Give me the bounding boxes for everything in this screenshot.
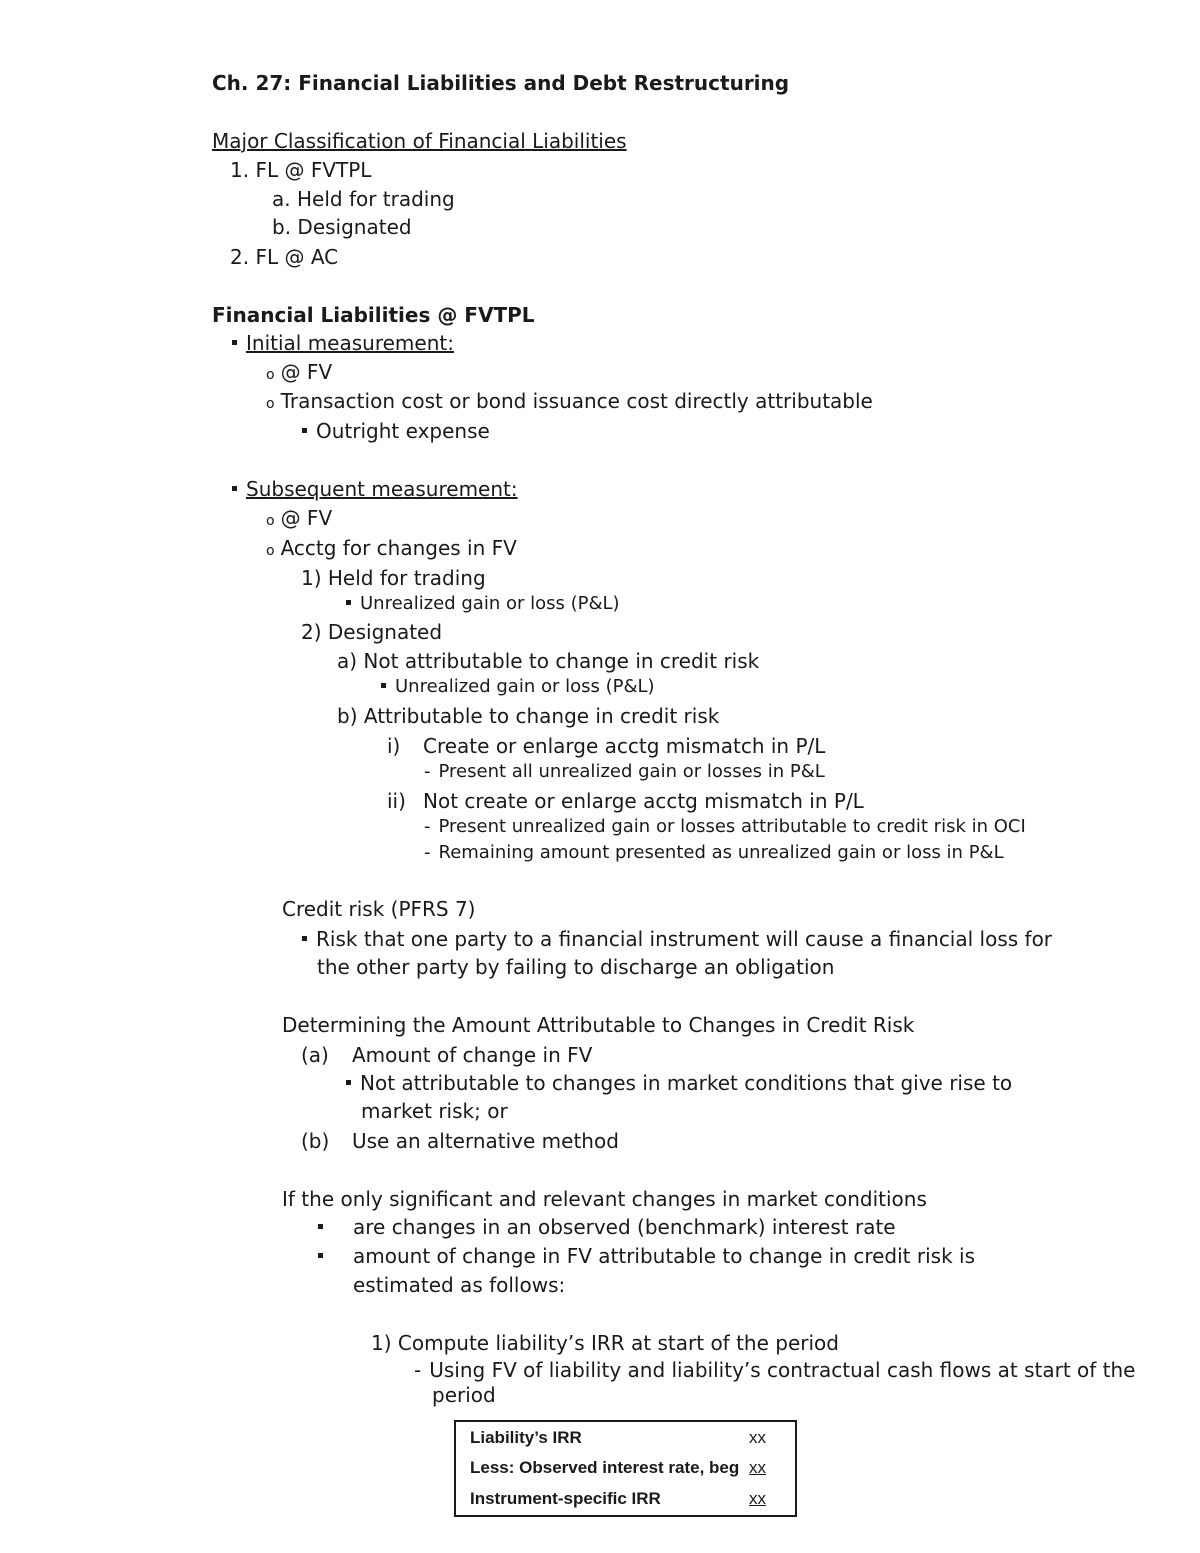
square-bullet-icon [346,1080,351,1085]
fvtpl-heading: Financial Liabilities @ FVTPL [212,303,535,327]
list-text: Not create or enlarge acctg mismatch in P/L [423,789,864,813]
list-item [301,1129,619,1153]
list-text: Risk that one party to a financial instrument will cause a financial loss for [316,927,1053,951]
square-bullet-icon [232,340,237,345]
table-cell-value: xx [749,1489,766,1509]
list-number: a. [272,187,291,211]
list-item [272,215,412,239]
classification-heading: Major Classification of Financial Liabilities [212,129,627,153]
table-row [455,1421,796,1453]
list-item [272,187,455,211]
list-number: 1) [301,566,322,590]
square-bullet-icon [302,428,307,433]
list-text: Remaining amount presented as unrealized gain or loss in P&L [438,842,1004,863]
list-text: @ FV [280,360,333,384]
table-cell-value: xx [749,1458,766,1478]
list-text: FL @ AC [255,245,339,269]
dash-bullet-icon: - [424,816,431,837]
circle-bullet-icon: o [266,367,275,383]
initial-measurement [232,331,454,355]
list-text: Held for trading [296,187,455,211]
list-text: Transaction cost or bond issuance cost directly attributable [280,389,873,413]
list-text: Create or enlarge acctg mismatch in P/L [423,734,826,758]
subsequent-measurement [232,477,518,501]
list-item [301,1043,592,1067]
list-number: 1. [230,158,250,182]
list-text-continued: estimated as follows: [353,1273,566,1297]
list-text-continued: period [432,1383,496,1407]
list-item [266,536,517,563]
list-text-continued: market risk; or [361,1099,508,1123]
circle-bullet-icon: o [266,513,275,529]
list-item [387,789,864,813]
list-text: Unrealized gain or loss (P&L) [395,676,655,697]
list-item [230,158,371,182]
list-text: Present all unrealized gain or losses in P&L [438,761,825,782]
list-text: Present unrealized gain or losses attributable to credit risk in OCI [438,816,1026,837]
list-item [371,1331,839,1355]
circle-bullet-icon: o [266,396,275,412]
table-row [455,1484,796,1516]
list-text: FL @ FVTPL [255,158,372,182]
table-cell-label: Less: Observed interest rate, beg [470,1458,740,1478]
list-number: ii) [387,789,406,813]
list-item [346,593,620,615]
list-item [387,734,825,758]
list-item [381,676,655,698]
list-text: Held for trading [327,566,486,590]
square-bullet-icon [318,1224,323,1229]
list-text: Compute liability’s IRR at start of the period [397,1331,839,1355]
list-item [301,566,486,590]
initial-label: Initial measurement: [246,331,454,355]
list-text-continued: the other party by failing to discharge an obligation [317,955,835,979]
list-number: b) [337,704,358,728]
determining-heading: Determining the Amount Attributable to Changes in Credit Risk [282,1013,915,1037]
dash-bullet-icon: - [424,761,431,782]
square-bullet-icon [232,486,237,491]
list-number: (b) [301,1129,330,1153]
list-item [337,704,719,728]
square-bullet-icon [318,1253,323,1258]
list-text: Use an alternative method [352,1129,619,1153]
list-item [424,761,825,783]
list-text: Not attributable to change in credit risk [363,649,760,673]
list-text: Designated [297,215,412,239]
list-item [424,842,1004,864]
list-text: Not attributable to changes in market conditions that give rise to [360,1071,1013,1095]
credit-risk-heading: Credit risk (PFRS 7) [282,897,476,921]
list-item [302,927,1052,951]
table-cell-label: Liability’s IRR [470,1427,582,1447]
list-text: Unrealized gain or loss (P&L) [360,593,620,614]
list-item [301,620,442,644]
square-bullet-icon [346,600,351,605]
list-item [414,1358,1135,1382]
list-item [318,1244,975,1268]
table-cell-value: xx [749,1427,766,1447]
list-number: a) [337,649,358,673]
list-item [424,816,1026,838]
list-item [266,506,332,533]
circle-bullet-icon: o [266,543,275,559]
list-item [266,389,873,416]
list-item [302,419,490,443]
list-item [266,360,332,387]
square-bullet-icon [381,683,386,688]
list-item [230,245,338,269]
table-cell-label: Instrument-specific IRR [470,1489,661,1509]
if-only-heading: If the only significant and relevant changes in market conditions [282,1187,927,1211]
list-item [318,1215,896,1239]
list-text: Acctg for changes in FV [280,536,517,560]
list-number: 1) [371,1331,392,1355]
irr-table [454,1420,797,1517]
list-item [346,1071,1012,1095]
list-text: Attributable to change in credit risk [363,704,720,728]
list-text: Designated [327,620,443,644]
list-number: 2) [301,620,322,644]
list-number: (a) [301,1043,329,1067]
list-text: Outright expense [316,419,490,443]
list-text: amount of change in FV attributable to change in credit risk is [353,1244,975,1268]
list-text: @ FV [280,506,333,530]
table-row [455,1453,796,1484]
list-item [337,649,759,673]
list-number: i) [387,734,401,758]
dash-bullet-icon: - [424,842,431,863]
list-number: 2. [230,245,250,269]
square-bullet-icon [302,936,307,941]
dash-bullet-icon: - [414,1358,422,1382]
list-text: are changes in an observed (benchmark) interest rate [353,1215,896,1239]
list-number: b. [272,215,292,239]
subsequent-label: Subsequent measurement: [246,477,518,501]
list-text: Amount of change in FV [352,1043,593,1067]
list-text: Using FV of liability and liability’s contractual cash flows at start of the [429,1358,1136,1382]
page-title: Ch. 27: Financial Liabilities and Debt Restructuring [212,71,790,95]
